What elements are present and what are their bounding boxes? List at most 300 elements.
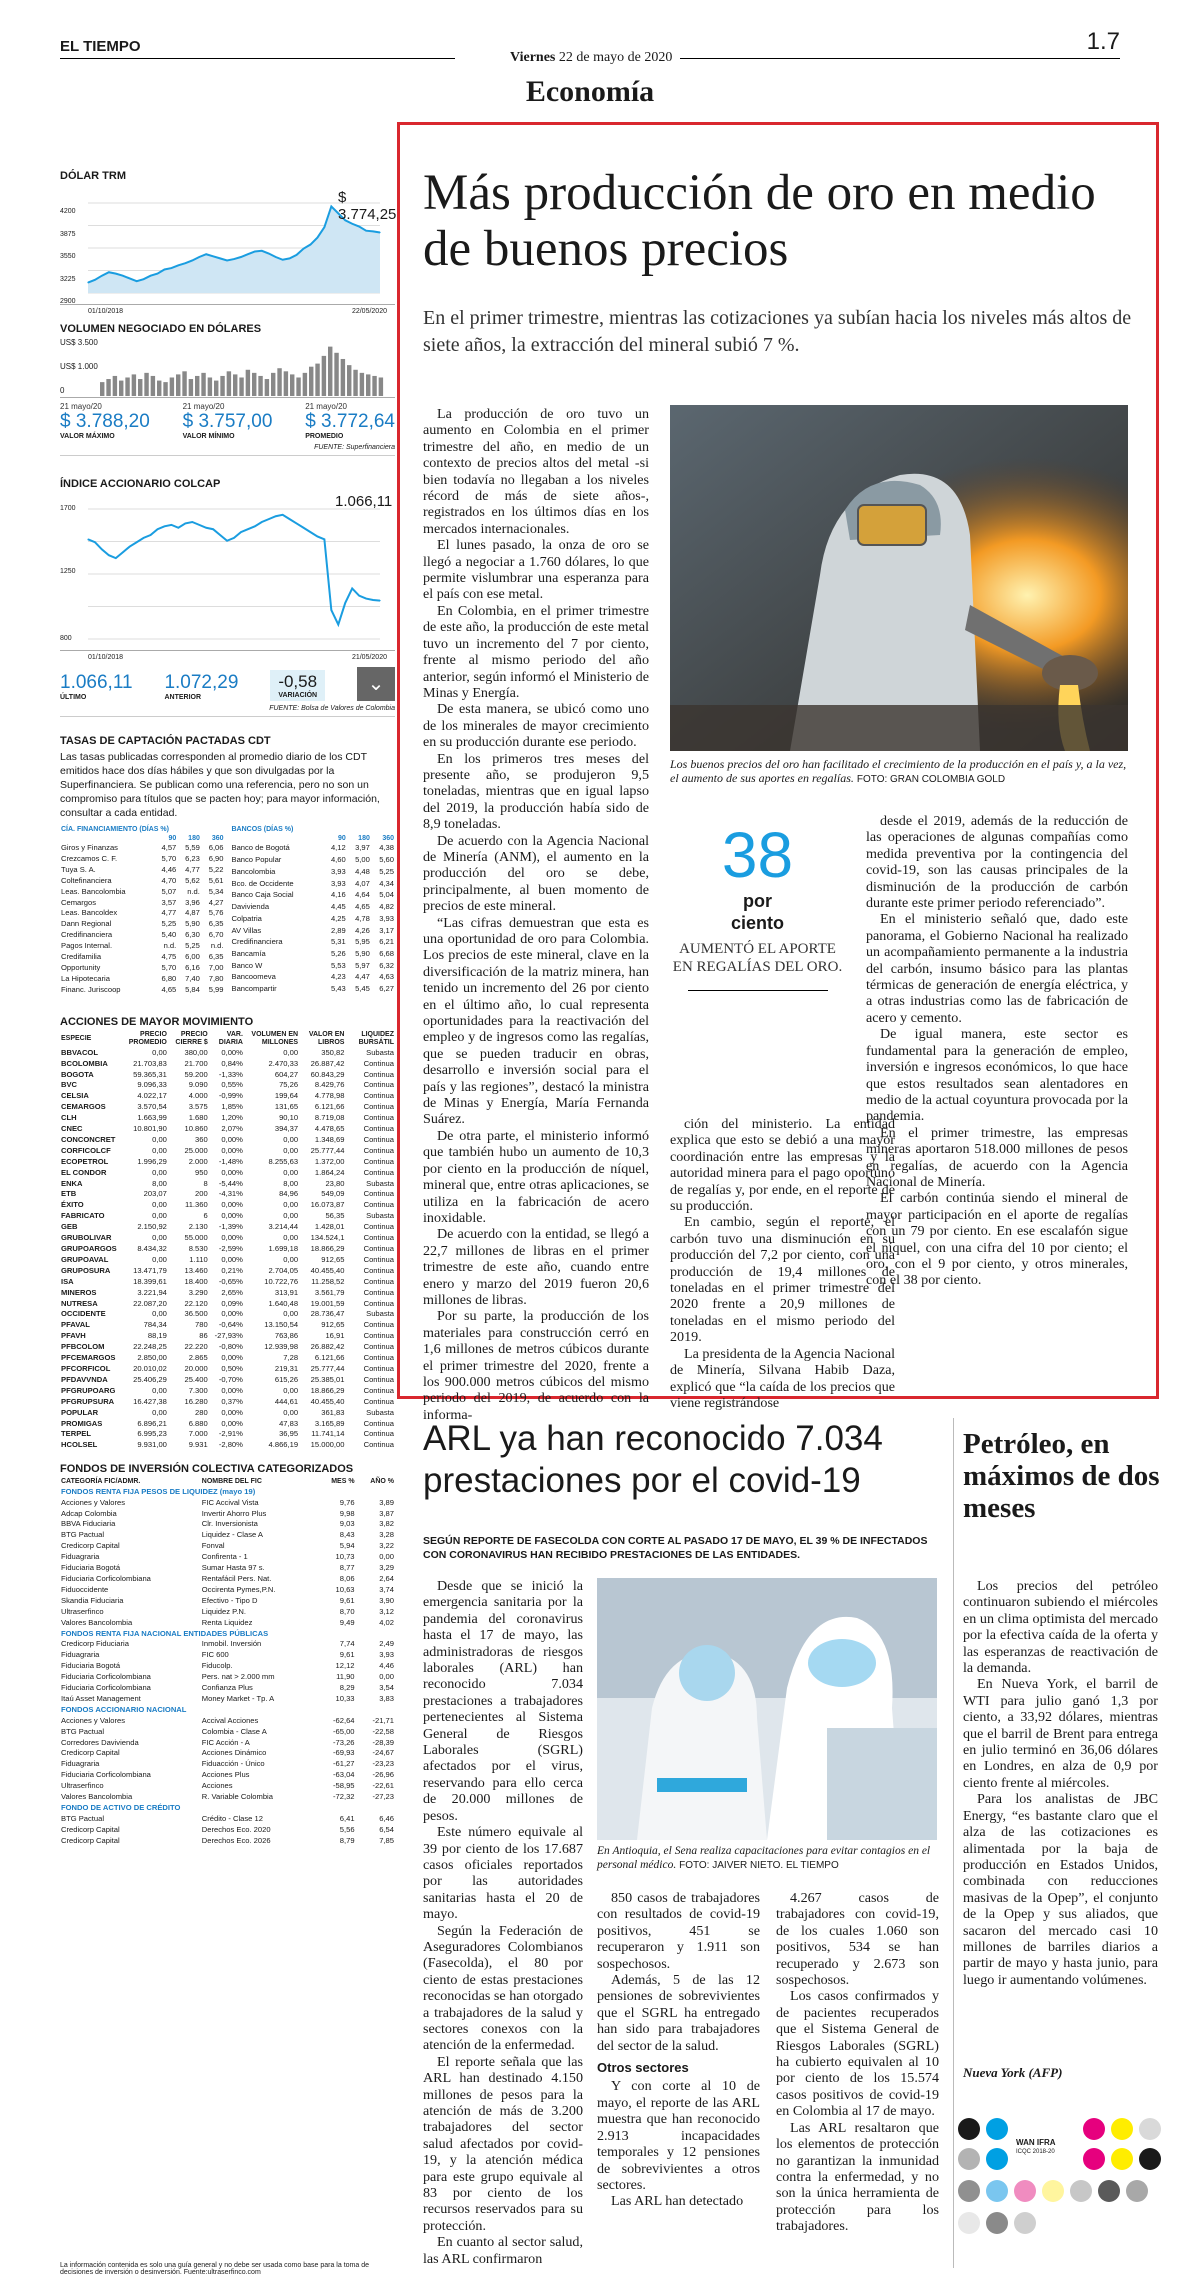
colcap-stat [164,672,238,701]
table-row [60,1266,395,1277]
table-cell: Continua [363,1342,394,1352]
table-cell: 4,25 [330,913,346,923]
table-cell: 549,09 [321,1189,345,1199]
table-cell: Continua [363,1091,394,1101]
table-cell: Continua [363,1287,394,1297]
table-cell: Renta Liquidez [201,1617,253,1627]
volume-bar [208,377,212,396]
table-row [60,1331,395,1342]
table-row [60,1727,395,1738]
data-point [129,546,130,547]
table-cell: Continua [363,1113,394,1123]
colcap-stat [60,672,133,701]
table-cell: 0,00 [152,1167,167,1177]
down-arrow-icon: ⌄ [357,667,395,701]
table-cell: ÉXITO [61,1200,84,1210]
data-point [192,260,193,261]
table-row [231,949,396,961]
table-cell: EL CONDOR [61,1167,107,1177]
tick-label: 3550 [60,253,76,260]
data-point [199,524,200,525]
table-cell: Continua [363,1124,394,1134]
data-point [157,529,158,530]
table-cell: 615,26 [274,1374,299,1384]
data-point [261,521,262,522]
table-cell: 763,86 [274,1331,299,1341]
table-row [231,937,396,949]
table-row [60,908,225,919]
table-row [231,843,396,855]
wan-ifra-sub: ICQC 2018-20 [1016,2149,1055,2155]
table-row [60,1825,395,1836]
volume-bar [366,374,370,396]
table-row [60,1498,395,1509]
table-row [60,1509,395,1520]
table-cell: 2,65% [221,1287,243,1297]
table-cell: 1.348,69 [314,1134,345,1144]
masthead-rule [680,58,1120,59]
table-cell: 0,00 [152,1134,167,1144]
table-cell: 0,00% [221,1233,243,1243]
table-cell: 950 [195,1167,208,1177]
table-cell: 4,23 [330,972,346,982]
table-cell: Coltefinanciera [61,875,112,885]
table-cell: 0,00 [283,1167,299,1177]
date-line [510,50,672,66]
table-cell: 0,00 [152,1407,167,1417]
data-point [310,532,311,533]
table-cell: 18.866,29 [310,1385,345,1395]
table-row [231,878,396,890]
table-row [60,1607,395,1618]
volume-bar [182,371,186,396]
table-cell: Continua [363,1265,394,1275]
table-cell: 3.561,79 [314,1287,345,1297]
table-row [231,984,396,996]
color-swatch [1139,2148,1161,2170]
color-swatch [986,2212,1008,2234]
table-cell: 2,49 [379,1639,394,1649]
paragraph: desde el 2019, además de la reducción de las operaciones de algunas compañías como medida preventiva por la contingencia del covid-19, son las causas principales de la disminución de la producción de carbón durante este primer periodo referenciado”. [866,813,1128,912]
table-cell: 6,54 [379,1824,394,1834]
table-cell: 4.478,65 [314,1124,345,1134]
table-cell: 0,00 [152,1385,167,1395]
table-cell: 0,00 [283,1211,299,1221]
volume-bar [189,379,193,396]
table-cell: 3,87 [379,1508,394,1518]
volume-bar [227,371,231,396]
page-number: 1.7 [1086,28,1120,55]
color-swatch [1070,2180,1092,2202]
cdt-day: 180 [358,834,370,842]
table-cell: 10,63 [335,1584,355,1594]
stat-label: VARIACIÓN [278,692,318,699]
table-cell: 0,00 [283,1134,299,1144]
column-header: LIQUIDEZ BURSÁTIL [358,1030,394,1047]
cdt-header: BANCOS (DÍAS %) [231,826,294,833]
table-row [60,1146,395,1157]
table-cell: GRUPOARGOS [61,1244,117,1253]
table-cell: 6,16 [185,962,200,972]
table-row [60,1277,395,1288]
table-cell: 8.530 [188,1244,208,1253]
color-swatch [958,2148,980,2170]
column-header: CATEGORÍA FIC/ADMR. [61,1478,141,1486]
table-cell: 5,00 [355,855,370,865]
table-cell: CNEC [61,1124,83,1134]
oil-headline: Petróleo, en máximos de dos meses [963,1428,1160,1524]
table-cell: 8,77 [339,1563,355,1573]
table-cell: 6 [203,1211,208,1221]
pull-number: 38 [721,819,794,891]
table-cell: 361,83 [321,1407,345,1417]
table-cell: Subasta [366,1047,394,1057]
medical-training-photo [597,1578,937,1840]
table-cell: 3,82 [379,1519,394,1529]
fund-group: FONDO DE ACTIVO DE CRÉDITO [61,1803,181,1812]
table-cell: -21,71 [372,1715,394,1725]
data-point [199,256,200,257]
table-cell: 3,93 [379,1650,394,1660]
data-point [268,519,269,520]
table-cell: 2,07% [221,1124,243,1134]
table-cell: Continua [363,1363,394,1373]
table-cell: Subasta [366,1178,394,1188]
data-point [282,514,283,515]
table-cell: 2,89 [330,925,346,935]
table-cell: Continua [363,1222,394,1232]
table-cell: -1,33% [218,1069,243,1079]
table-row [60,1738,395,1749]
table-cell: 4,75 [161,952,177,962]
table-cell: 313,91 [274,1287,299,1297]
table-cell: Pagos Internal. [61,941,113,951]
stat-label: PROMEDIO [305,433,344,440]
table-cell: 6,70 [208,930,224,940]
table-cell: 131,65 [274,1102,299,1112]
masthead [60,0,1120,110]
data-point [150,275,151,276]
tick-label: 1700 [60,505,76,512]
table-cell: 7,40 [185,973,200,983]
table-cell: Ultraserfinco [61,1606,104,1616]
table-cell: 0,00 [283,1309,299,1319]
paragraph: El reporte señala que las ARL han destinado 4.150 millones de pesos para la atención de más de 3.200 trabajadores del sector salud afectados por covid-19, y la atención médica para este grupo equivale al 83 por ciento de los recursos reservados para su protección. [423,2053,583,2234]
table-cell: 3.165,89 [314,1418,345,1428]
table-cell: Colpatria [231,913,262,923]
table-cell: Fiduciaria Corficolombiana [61,1672,151,1682]
table-row [60,1070,395,1081]
table-cell: Cemargos [61,897,97,907]
data-point [372,231,373,232]
table-cell: 4,38 [379,843,394,853]
arl-deck: SEGÚN REPORTE DE FASECOLDA CON CORTE AL PASADO 17 DE MAYO, EL 39 % DE INFECTADOS CON CORONAVIRUS HAN RECIBIDO PRESTACIONES DE LAS ENTIDADES. [423,1535,928,1561]
table-cell: Crédito - Clase 12 [201,1813,263,1823]
trm-last-value: $ 3.774,25 [338,189,397,223]
table-cell: 1.110 [189,1254,208,1264]
table-cell: 5,94 [339,1541,355,1551]
table-row [60,1364,395,1375]
table-row [60,1530,395,1541]
volume-bar [125,377,129,396]
table-row [60,919,225,930]
paragraph: De acuerdo con la Agencia Nacional de Minería (ANM), el aumento en la producción del oro se debe, principalmente, al buen momento de precios de este mineral. [423,832,649,915]
volume-bar [360,373,364,396]
table-cell: Continua [363,1167,394,1177]
cdt-day: 90 [168,834,177,842]
table-cell: 13.460 [184,1265,208,1275]
data-point [331,206,332,207]
table-cell: -63,04 [333,1770,355,1780]
table-cell: 0,00 [152,1254,167,1264]
table-cell: 5,25 [185,941,200,951]
table-cell: FIC Acción - A [201,1737,250,1747]
table-cell: 0,00 [283,1407,299,1417]
table-cell: FIC Accival Vista [201,1497,259,1507]
table-cell: -65,00 [333,1726,355,1736]
stat-value: 1.072,29 [164,672,239,693]
table-cell: Credifamilia [61,952,102,962]
table-cell: 6,32 [379,960,394,970]
data-point [359,226,360,227]
table-cell: 5,97 [355,960,370,970]
table-cell: 23,80 [325,1178,345,1188]
table-cell: 3.570,54 [137,1102,167,1112]
table-cell: 6.121,66 [314,1353,345,1363]
paragraph: 4.267 casos de trabajadores con covid-19, de los cuales 1.060 son positivos, 534 se han recuperado y 2.673 son sospechosos. [776,1890,939,1989]
table-cell: Continua [363,1156,394,1166]
table-cell: Bancamía [231,949,266,959]
table-cell: 912,65 [321,1320,345,1330]
table-cell: 5,90 [355,949,370,959]
table-cell: 13.471,79 [133,1265,167,1275]
table-cell: 2.865 [188,1353,208,1363]
table-cell: 3,22 [379,1541,394,1551]
pull-unit-line: por [743,891,772,911]
table-cell: CONCONCRET [61,1134,116,1144]
table-cell: 0,00% [221,1134,243,1144]
volume-bar [157,381,161,396]
table-cell: Credicorp Capital [61,1748,120,1758]
photo-credit: FOTO: JAIVER NIETO. EL TIEMPO [679,1859,839,1871]
data-point [171,267,172,268]
column-header: MES % [331,1478,355,1486]
table-cell: 8.434,32 [137,1244,167,1253]
table-cell: 0,00 [152,1145,167,1155]
table-cell: BTG Pactual [61,1530,105,1540]
table-cell: Fiduciaria Corficolombiana [61,1573,151,1583]
table-cell: 3,96 [185,897,200,907]
table-cell: 25.777,44 [310,1145,345,1155]
color-swatch [1098,2180,1120,2202]
table-cell: 4,57 [161,843,177,852]
table-cell: Continua [363,1331,394,1341]
funds-table [60,1478,395,1846]
table-cell: PFGRUPOARG [61,1385,116,1395]
table-cell: 5,43 [330,984,346,994]
data-point [379,600,380,601]
colcap-source: FUENTE: Bolsa de Valores de Colombia [60,705,395,717]
paragraph: Por su parte, la producción de los materiales para construcción cerró en 1,6 millones de metros cúbicos durante el primer trimestre del 2020, frente a los 900.000 metros cúbicos del mismo periodo del 2019, de acuerdo con la informa- [423,1308,649,1423]
table-cell: Fiduagraria [61,1759,100,1769]
data-point [171,524,172,525]
table-cell: Continua [363,1374,394,1384]
table-cell: Credifinanciera [61,930,113,940]
table-cell: 10,73 [335,1552,355,1562]
cdt-table-banks [231,826,396,996]
table-cell: 5,31 [330,937,346,947]
table-cell: BVC [61,1080,78,1090]
table-cell: 219,31 [274,1363,299,1373]
stat-label: VALOR MÁXIMO [60,433,115,440]
table-cell: 4,46 [379,1661,394,1671]
table-cell: Fiduciaria Bogotá [61,1563,121,1573]
table-cell: -0,64% [218,1320,243,1330]
volume-bar [372,376,376,396]
table-cell: 4,77 [185,864,200,874]
volume-title: VOLUMEN NEGOCIADO EN DÓLARES [60,323,262,335]
cdt-day: 360 [382,834,394,842]
table-row [231,960,396,972]
table-cell: 4.000 [188,1091,208,1101]
volume-bar [113,376,117,396]
table-cell: Acciones y Valores [61,1497,126,1507]
table-cell: 2,64 [379,1573,394,1583]
table-row [60,1836,395,1847]
wan-ifra-label: WAN IFRA [1016,2138,1056,2147]
table-cell: 5,76 [208,908,224,918]
cdt-table-companies [60,826,225,996]
table-cell: 5,62 [185,875,200,885]
table-cell: 0,00% [221,1353,243,1363]
table-cell: 59.200 [184,1069,208,1079]
table-cell: Adcap Colombia [61,1508,117,1518]
tick-label: 3875 [60,230,76,238]
table-row [60,1694,395,1705]
table-cell: 12,12 [335,1661,355,1671]
table-cell: Fiduciaria Bogotá [61,1661,121,1671]
volume-bar [239,377,243,396]
table-cell: Financ. Juriscoop [61,984,121,994]
table-cell: 3.221,94 [137,1287,167,1297]
article-column [423,406,649,1423]
table-cell: 6,80 [161,973,177,983]
volume-bar [170,377,174,396]
table-cell: 6,35 [208,919,224,929]
data-point [254,526,255,527]
table-cell: 203,07 [143,1189,167,1199]
table-cell: 1.663,99 [137,1113,167,1123]
table-cell: 18.400 [184,1276,208,1286]
table-cell: -69,93 [333,1748,355,1758]
stat-date: 21 mayo/20 [305,402,347,411]
table-cell: 780 [195,1320,208,1330]
table-cell: 7,85 [379,1835,394,1845]
table-cell: 9,98 [339,1508,355,1518]
table-row [60,952,225,963]
volume-bar [214,381,218,396]
volume-bar [138,379,142,396]
trm-title: DÓLAR TRM [60,170,126,182]
table-cell: 350,82 [321,1047,345,1057]
table-cell: 36,95 [279,1429,299,1439]
data-point [240,532,241,533]
data-point [233,258,234,259]
color-swatch [1014,2180,1036,2202]
table-row [60,1124,395,1135]
data-point [87,539,88,540]
data-point [352,223,353,224]
table-cell: 3.575 [188,1102,208,1112]
column-header: PRECIO CIERRE $ [175,1030,208,1047]
table-cell: Credicorp Fiduciaria [61,1639,129,1649]
table-cell: Acciones [201,1781,233,1791]
data-point [136,281,137,282]
paper-name: EL TIEMPO [60,38,141,55]
paragraph: Desde que se inició la emergencia sanitaria por la pandemia del coronavirus hasta el 17 de mayo, las administradoras de riesgos laborales (ARL) han reconocido 7.034 prestaciones a trabajadores pertenecientes al Sistema General de Riesgos Laborales (SGRL) afectados por el virus, reservando para ello cerca de 20.000 millones de pesos. [423,1578,583,1824]
pull-quote [670,820,845,991]
table-cell: 8,43 [339,1530,355,1540]
paragraph: De esta manera, se ubicó como uno de los minerales de mayor crecimiento en su producción durante ese periodo. [423,701,649,751]
colcap-stat [270,670,325,701]
table-cell: 5,25 [379,866,394,876]
table-cell: Fiducolp. [201,1661,233,1671]
table-cell: 0,00% [221,1407,243,1417]
table-cell: 8,70 [339,1606,355,1616]
article-deck: En el primer trimestre, mientras las cotizaciones ya subían hacia los niveles más altos de siete años, la extracción del mineral subió 7 %. [423,307,1132,356]
table-cell: GEB [61,1222,78,1232]
data-point [185,523,186,524]
table-cell: ETB [61,1189,77,1199]
volume-bar [100,382,104,396]
table-cell: PFGRUPSURA [61,1396,115,1406]
volume-bar [322,356,326,396]
data-point [206,527,207,528]
table-cell: 1.680 [188,1113,208,1123]
table-row [231,913,396,925]
table-row [60,1814,395,1825]
table-cell: 16.280 [184,1396,208,1406]
table-row [60,1792,395,1803]
table-cell: 0,00 [283,1145,299,1155]
table-cell: 4,70 [161,875,177,885]
table-cell: 11,90 [336,1672,355,1682]
data-point [108,555,109,556]
table-cell: 6,41 [339,1813,355,1823]
table-cell: 3.290 [188,1287,208,1297]
table-row [60,887,225,898]
paragraph: En Colombia, en el primer trimestre de este año, la producción de este metal tuvo un incremento del 7 por ciento, frente al mismo periodo del año anterior, según informó el Ministerio de Minas y Energía. [423,602,649,701]
table-row [60,1596,395,1607]
volume-bar [379,377,383,396]
data-point [108,272,109,273]
table-cell: 6.896,21 [137,1418,167,1428]
table-cell: Continua [363,1429,394,1439]
table-cell: Leas. Bancolombia [61,886,126,896]
caption-text: En Antioquia, el Sena realiza capacitaciones para evitar contagios en el personal médico. [597,1845,931,1871]
table-cell: -22,58 [372,1726,394,1736]
paragraph: En cambio, según el reporte, el carbón tuvo una disminución en su producción del 7,2 por ciento, con una producción de 19,4 millones de toneladas en el primer trimestre del 2020 frente a 20,9 millones de toneladas en el mismo periodo del 2019. [670,1214,895,1346]
photo-credit: FOTO: GRAN COLOMBIA GOLD [856,774,1006,785]
table-cell: FABRICATO [61,1211,105,1221]
table-cell: 16.073,87 [310,1200,345,1210]
table-cell: 5,53 [330,960,346,970]
data-point [226,260,227,261]
table-row [60,1683,395,1694]
table-cell: 0,50% [221,1363,243,1373]
table-cell: CEMARGOS [61,1102,106,1112]
table-cell: Continua [363,1396,394,1406]
